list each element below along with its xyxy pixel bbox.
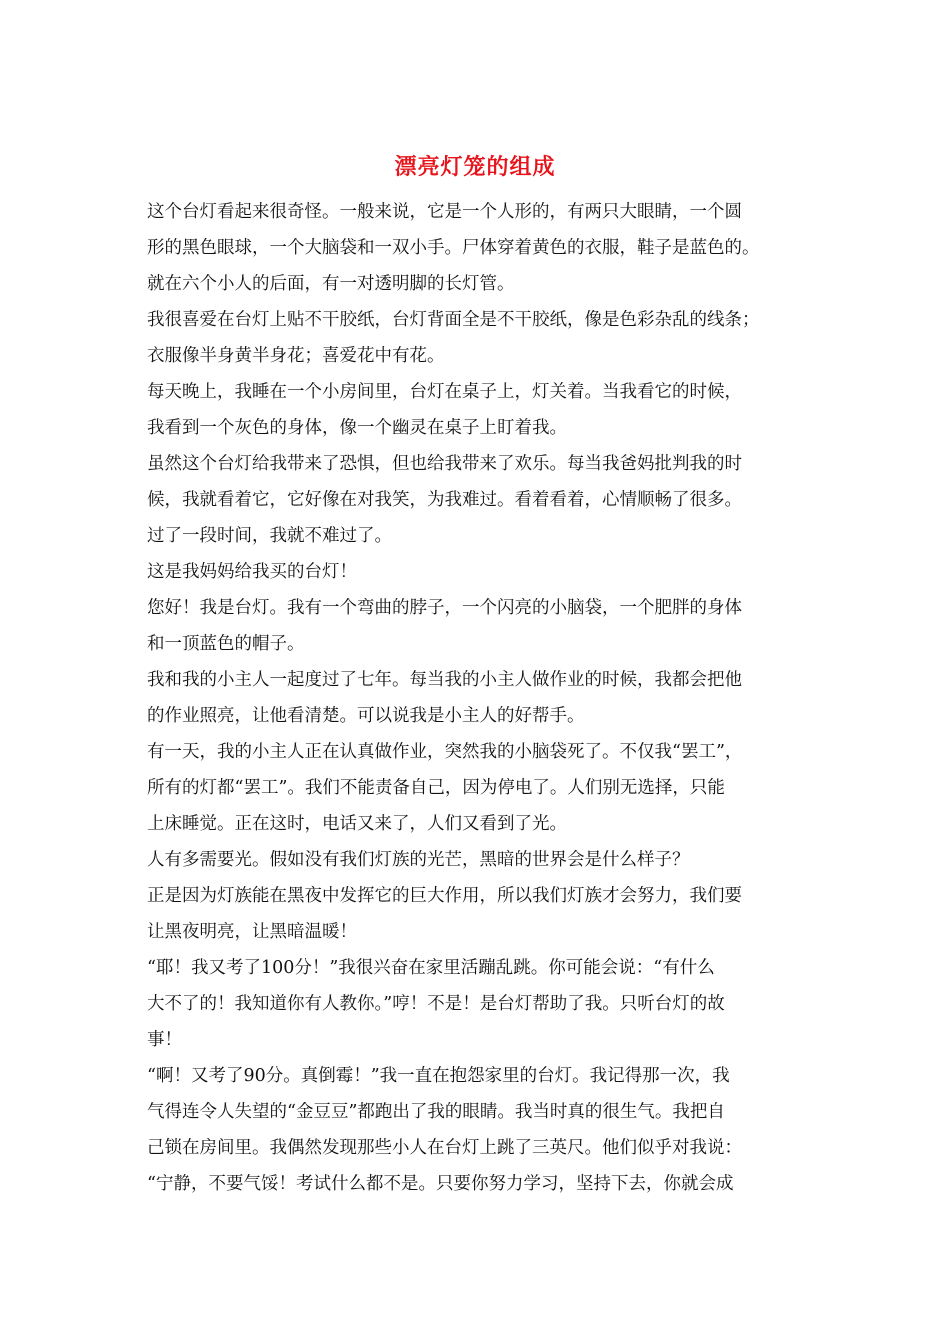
text-line: 的作业照亮，让他看清楚。可以说我是小主人的好帮手。 xyxy=(147,706,585,726)
text-line: 这个台灯看起来很奇怪。一般来说，它是一个人形的，有两只大眼睛，一个圆 xyxy=(147,202,742,222)
text-line: 候，我就看着它，它好像在对我笑，为我难过。看着看着，心情顺畅了很多。 xyxy=(147,490,742,510)
text-line: 就在六个小人的后面，有一对透明脚的长灯管。 xyxy=(147,274,515,294)
text-line: 这是我妈妈给我买的台灯！ xyxy=(147,562,357,582)
document-title: 漂亮灯笼的组成 xyxy=(394,154,556,180)
text-line: 虽然这个台灯给我带来了恐惧，但也给我带来了欢乐。每当我爸妈批判我的时 xyxy=(147,454,742,474)
document-body xyxy=(147,194,807,1202)
text-line: “宁静，不要气馁！考试什么都不是。只要你努力学习，坚持下去，你就会成 xyxy=(147,1174,734,1194)
text-line: 己锁在房间里。我偶然发现那些小人在台灯上跳了三英尺。他们似乎对我说： xyxy=(147,1138,742,1158)
text-line: 您好！我是台灯。我有一个弯曲的脖子，一个闪亮的小脑袋，一个肥胖的身体 xyxy=(147,598,742,618)
text-line: 衣服像半身黄半身花；喜爱花中有花。 xyxy=(147,346,445,366)
text-line: 上床睡觉。正在这时，电话又来了，人们又看到了光。 xyxy=(147,814,567,834)
text-line: 我很喜爱在台灯上贴不干胶纸，台灯背面全是不干胶纸，像是色彩杂乱的线条； xyxy=(147,310,760,330)
text-line: 形的黑色眼球，一个大脑袋和一双小手。尸体穿着黄色的衣服，鞋子是蓝色的。 xyxy=(147,238,760,258)
text-line: 我和我的小主人一起度过了七年。每当我的小主人做作业的时候，我都会把他 xyxy=(147,670,742,690)
text-line: 每天晚上，我睡在一个小房间里，台灯在桌子上，灯关着。当我看它的时候， xyxy=(147,382,742,402)
text-line: “耶！我又考了100分！”我很兴奋在家里活蹦乱跳。你可能会说：“有什么 xyxy=(147,958,715,978)
text-line: 有一天，我的小主人正在认真做作业，突然我的小脑袋死了。不仅我“罢工”， xyxy=(147,742,743,762)
text-line: 我看到一个灰色的身体，像一个幽灵在桌子上盯着我。 xyxy=(147,418,567,438)
text-line: 正是因为灯族能在黑夜中发挥它的巨大作用，所以我们灯族才会努力，我们要 xyxy=(147,886,742,906)
text-line: “啊！又考了90分。真倒霉！”我一直在抱怨家里的台灯。我记得那一次，我 xyxy=(147,1066,730,1086)
text-line: 大不了的！我知道你有人教你。”哼！不是！是台灯帮助了我。只听台灯的故 xyxy=(147,994,725,1014)
text-line: 和一顶蓝色的帽子。 xyxy=(147,634,305,654)
text-line: 过了一段时间，我就不难过了。 xyxy=(147,526,392,546)
text-line: 所有的灯都“罢工”。我们不能责备自己，因为停电了。人们别无选择，只能 xyxy=(147,778,725,798)
text-line: 事！ xyxy=(147,1030,182,1050)
text-line: 人有多需要光。假如没有我们灯族的光芒，黑暗的世界会是什么样子？ xyxy=(147,850,690,870)
text-line: 气得连令人失望的“金豆豆”都跑出了我的眼睛。我当时真的很生气。我把自 xyxy=(147,1102,725,1122)
text-line: 让黑夜明亮，让黑暗温暖！ xyxy=(147,922,357,942)
